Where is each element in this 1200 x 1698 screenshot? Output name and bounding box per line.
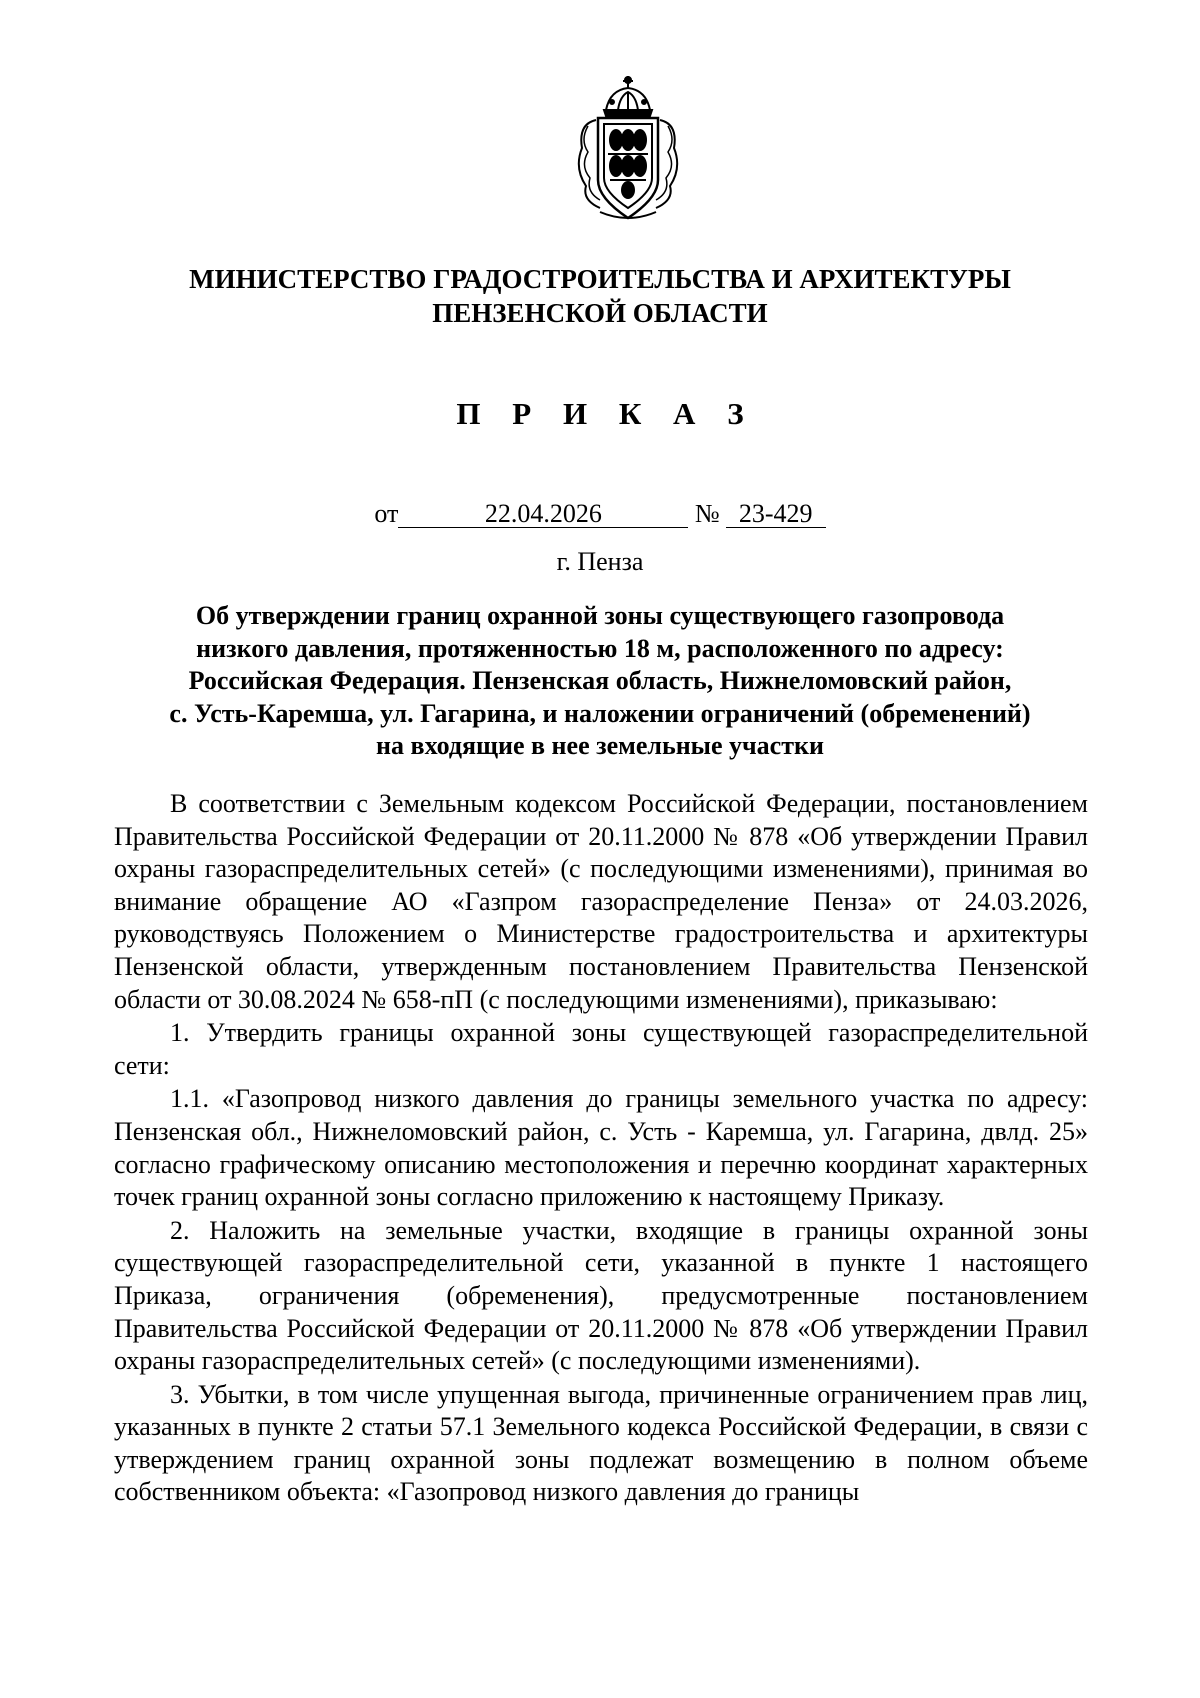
issue-city: г. Пенза (556, 547, 644, 576)
order-body (114, 788, 1088, 1509)
order-date-number-line (0, 498, 1200, 530)
heading-line: на входящие в нее земельные участки (376, 731, 824, 760)
heading-line: Об утверждении границ охранной зоны существующего газопровода (195, 601, 1005, 630)
ministry-name-line1: МИНИСТЕРСТВО ГРАДОСТРОИТЕЛЬСТВА И АРХИТЕКТУРЫ (189, 264, 1011, 294)
document-type-title: П Р И К А З (456, 396, 756, 431)
ministry-name-line2: ПЕНЗЕНСКОЙ ОБЛАСТИ (432, 298, 768, 328)
order-heading (140, 600, 1060, 763)
date-prefix: от (374, 499, 399, 528)
preamble-paragraph: В соответствии с Земельным кодексом Российской Федерации, постановлением Правительства Российской Федерации от 20.11.2000 № 878 «Об утверждении Правил охраны газораспределительных сетей» (с последующими изменениями), принимая во внимание обращение АО «Газпром газораспределение Пенза» от 24.03.2026, руководствуясь Положением о Министерстве градостроительства и архитектуры Пензенской области, утвержденным постановлением Правительства Пензенской области от 30.08.2024 № 658-пП (с последующими изменениями), приказываю: (114, 789, 1088, 1014)
clause-2: 2. Наложить на земельные участки, входящие в границы охранной зоны существующей газораспределительной сети, указанной в пункте 1 настоящего Приказа, ограничения (обременения), предусмотренные постановлением Правительства Российской Федерации от 20.11.2000 № 878 «Об утверждении Правил охраны газораспределительных сетей» (с последующими изменениями). (114, 1215, 1088, 1376)
clause-3: 3. Убытки, в том числе упущенная выгода, причиненные ограничением прав лиц, указанных в пункте 2 статьи 57.1 Земельного кодекса Российской Федерации, в связи с утверждением границ охранной зоны подлежат возмещению в полном объеме собственником объекта: «Газопровод низкого давления до границы (114, 1379, 1088, 1507)
order-date: 22.04.2026 (398, 501, 688, 528)
heading-line: с. Усть-Каремша, ул. Гагарина, и наложении ограничений (обременений) (169, 698, 1031, 728)
clause-1-1: 1.1. «Газопровод низкого давления до границы земельного участка по адресу: Пензенская обл., Нижнеломовский район, с. Усть - Каремша, ул. Гагарина, двлд. 25» согласно графическому описанию местоположения и перечню координат характерных точек границ охранной зоны согласно приложению к настоящему Приказу. (114, 1084, 1088, 1212)
number-prefix: № (694, 499, 720, 528)
order-number: 23-429 (726, 501, 826, 528)
ministry-name (0, 262, 1200, 330)
heading-line: Российская Федерация. Пензенская область, Нижнеломовский район, (188, 666, 1012, 695)
coat-of-arms-emblem (560, 68, 696, 226)
clause-1: 1. Утвердить границы охранной зоны существующей газораспределительной сети: (114, 1018, 1088, 1080)
heading-line: низкого давления, протяженностью 18 м, расположенного по адресу: (196, 633, 1004, 663)
